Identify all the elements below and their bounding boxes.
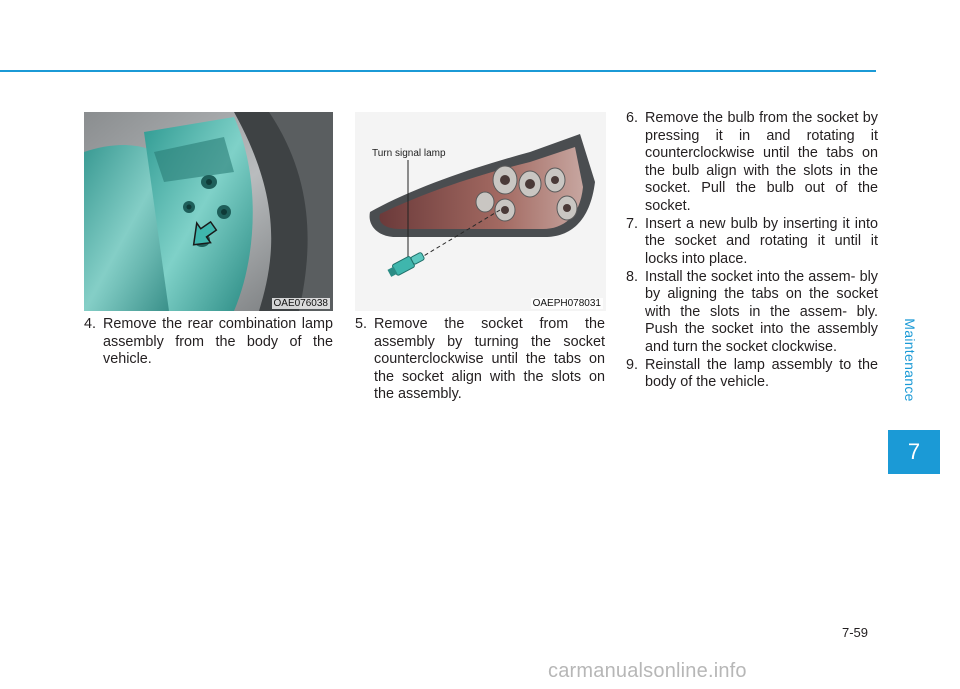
section-tab[interactable] xyxy=(884,300,936,420)
step-number: 6. xyxy=(626,110,639,126)
step-number: 7. xyxy=(626,215,639,232)
step-item xyxy=(355,316,605,404)
figure-turn-signal-socket xyxy=(355,112,606,311)
figure-rear-lamp-body xyxy=(84,112,333,311)
step-text: Remove the rear combination lamp assembly from the body of the vehicle. xyxy=(103,316,333,367)
step-item xyxy=(626,216,878,269)
step-item xyxy=(84,316,333,369)
steps-column-1 xyxy=(84,316,333,369)
step-text: Remove the socket from the assembly by turning the socket counterclockwise until the tabs on the socket align with the slots on the assembly. xyxy=(374,316,605,402)
section-tab-label: Maintenance xyxy=(902,318,918,402)
step-number: 4. xyxy=(84,316,97,332)
figure-code: OAEPH078031 xyxy=(532,298,601,309)
header-rule xyxy=(0,70,876,72)
steps-column-3 xyxy=(626,110,878,392)
step-number: 9. xyxy=(626,356,639,373)
chapter-number: 7 xyxy=(907,439,921,464)
step-item xyxy=(626,357,878,392)
step-item xyxy=(626,269,878,357)
step-number: 8. xyxy=(626,268,639,285)
step-item xyxy=(626,110,878,215)
steps-column-2 xyxy=(355,316,605,404)
step-text: Insert a new bulb by inserting it into the socket and rotating it until it locks into place. xyxy=(645,215,878,267)
page-number: 7-59 xyxy=(842,625,869,640)
watermark[interactable]: carmanualsonline.info xyxy=(548,660,747,682)
rear-lamp-body-illustration xyxy=(84,112,333,311)
step-text: Install the socket into the assem- bly by aligning the tabs on the socket with the slots in the assem- bly. Push the socket into the assembly and turn the socket clockwise. xyxy=(645,268,878,355)
step-text: Remove the bulb from the socket by pressing it in and rotating it counterclockwise until the tabs on the bulb align with the slots in the socket. Pull the bulb out of the socket. xyxy=(645,110,878,214)
step-text: Reinstall the lamp assembly to the body of the vehicle. xyxy=(645,356,878,390)
turn-signal-socket-illustration xyxy=(355,112,606,311)
step-number: 5. xyxy=(355,316,368,332)
chapter-tab[interactable] xyxy=(888,430,940,474)
figure-code: OAE076038 xyxy=(273,298,328,309)
turn-signal-lamp-callout: Turn signal lamp xyxy=(372,148,446,159)
